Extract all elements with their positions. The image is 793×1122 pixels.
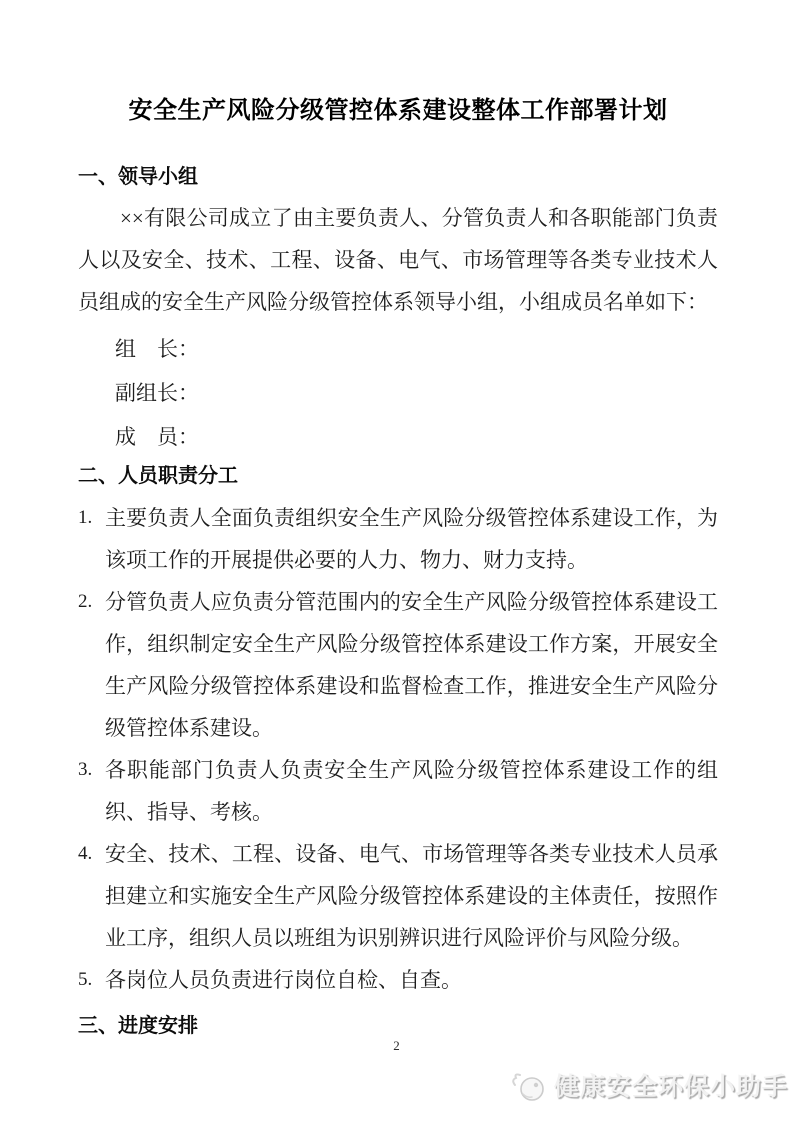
role-line-members: 成 员： xyxy=(115,425,199,449)
list-item xyxy=(78,749,718,833)
list-item xyxy=(78,497,718,581)
list-item-text: 分管负责人应负责分管范围内的安全生产风险分级管控体系建设工作，组织制定安全生产风险分级管控体系建设工作方案，开展安全生产风险分级管控体系建设和监督检查工作，推进安全生产风险分级管控体系建设。 xyxy=(105,590,718,740)
list-item-text: 安全、技术、工程、设备、电气、市场管理等各类专业技术人员承担建立和实施安全生产风险分级管控体系建设的主体责任，按照作业工序，组织人员以班组为识别辨识进行风险评价与风险分级。 xyxy=(105,842,718,950)
list-item-text: 各岗位人员负责进行岗位自检、自查。 xyxy=(105,968,462,992)
document-title: 安全生产风险分级管控体系建设整体工作部署计划 xyxy=(128,97,668,124)
role-line-leader: 组 长： xyxy=(115,337,199,361)
list-item-number: 5. xyxy=(78,969,93,990)
list-item-number: 3. xyxy=(78,759,93,780)
role-line-deputy-leader: 副组长： xyxy=(115,381,199,405)
section-heading-schedule: 三、进度安排 xyxy=(78,1015,198,1037)
document-body xyxy=(78,0,718,1041)
list-item-number: 4. xyxy=(78,843,93,864)
list-item-number: 2. xyxy=(78,591,93,612)
section-heading-leadership-group: 一、领导小组 xyxy=(78,166,198,188)
mascot-chick-icon xyxy=(511,1072,547,1102)
list-item-text: 各职能部门负责人负责安全生产风险分级管控体系建设工作的组织、指导、考核。 xyxy=(105,758,718,824)
page-number: 2 xyxy=(393,1038,400,1053)
section-heading-responsibilities: 二、人员职责分工 xyxy=(78,465,238,487)
watermark xyxy=(511,1072,788,1102)
list-item xyxy=(78,959,718,1001)
list-item-number: 1. xyxy=(78,507,93,528)
list-item xyxy=(78,581,718,749)
list-item-text: 主要负责人全面负责组织安全生产风险分级管控体系建设工作，为该项工作的开展提供必要的人力、物力、财力支持。 xyxy=(105,506,718,572)
leadership-intro-paragraph: ××有限公司成立了由主要负责人、分管负责人和各职能部门负责人以及安全、技术、工程、设备、电气、市场管理等各类专业技术人员组成的安全生产风险分级管控体系领导小组，小组成员名单如下： xyxy=(78,206,718,314)
list-item xyxy=(78,833,718,959)
role-list xyxy=(78,327,718,459)
duty-list xyxy=(78,497,718,1001)
watermark-text: 健康安全环保小助手 xyxy=(553,1073,788,1101)
